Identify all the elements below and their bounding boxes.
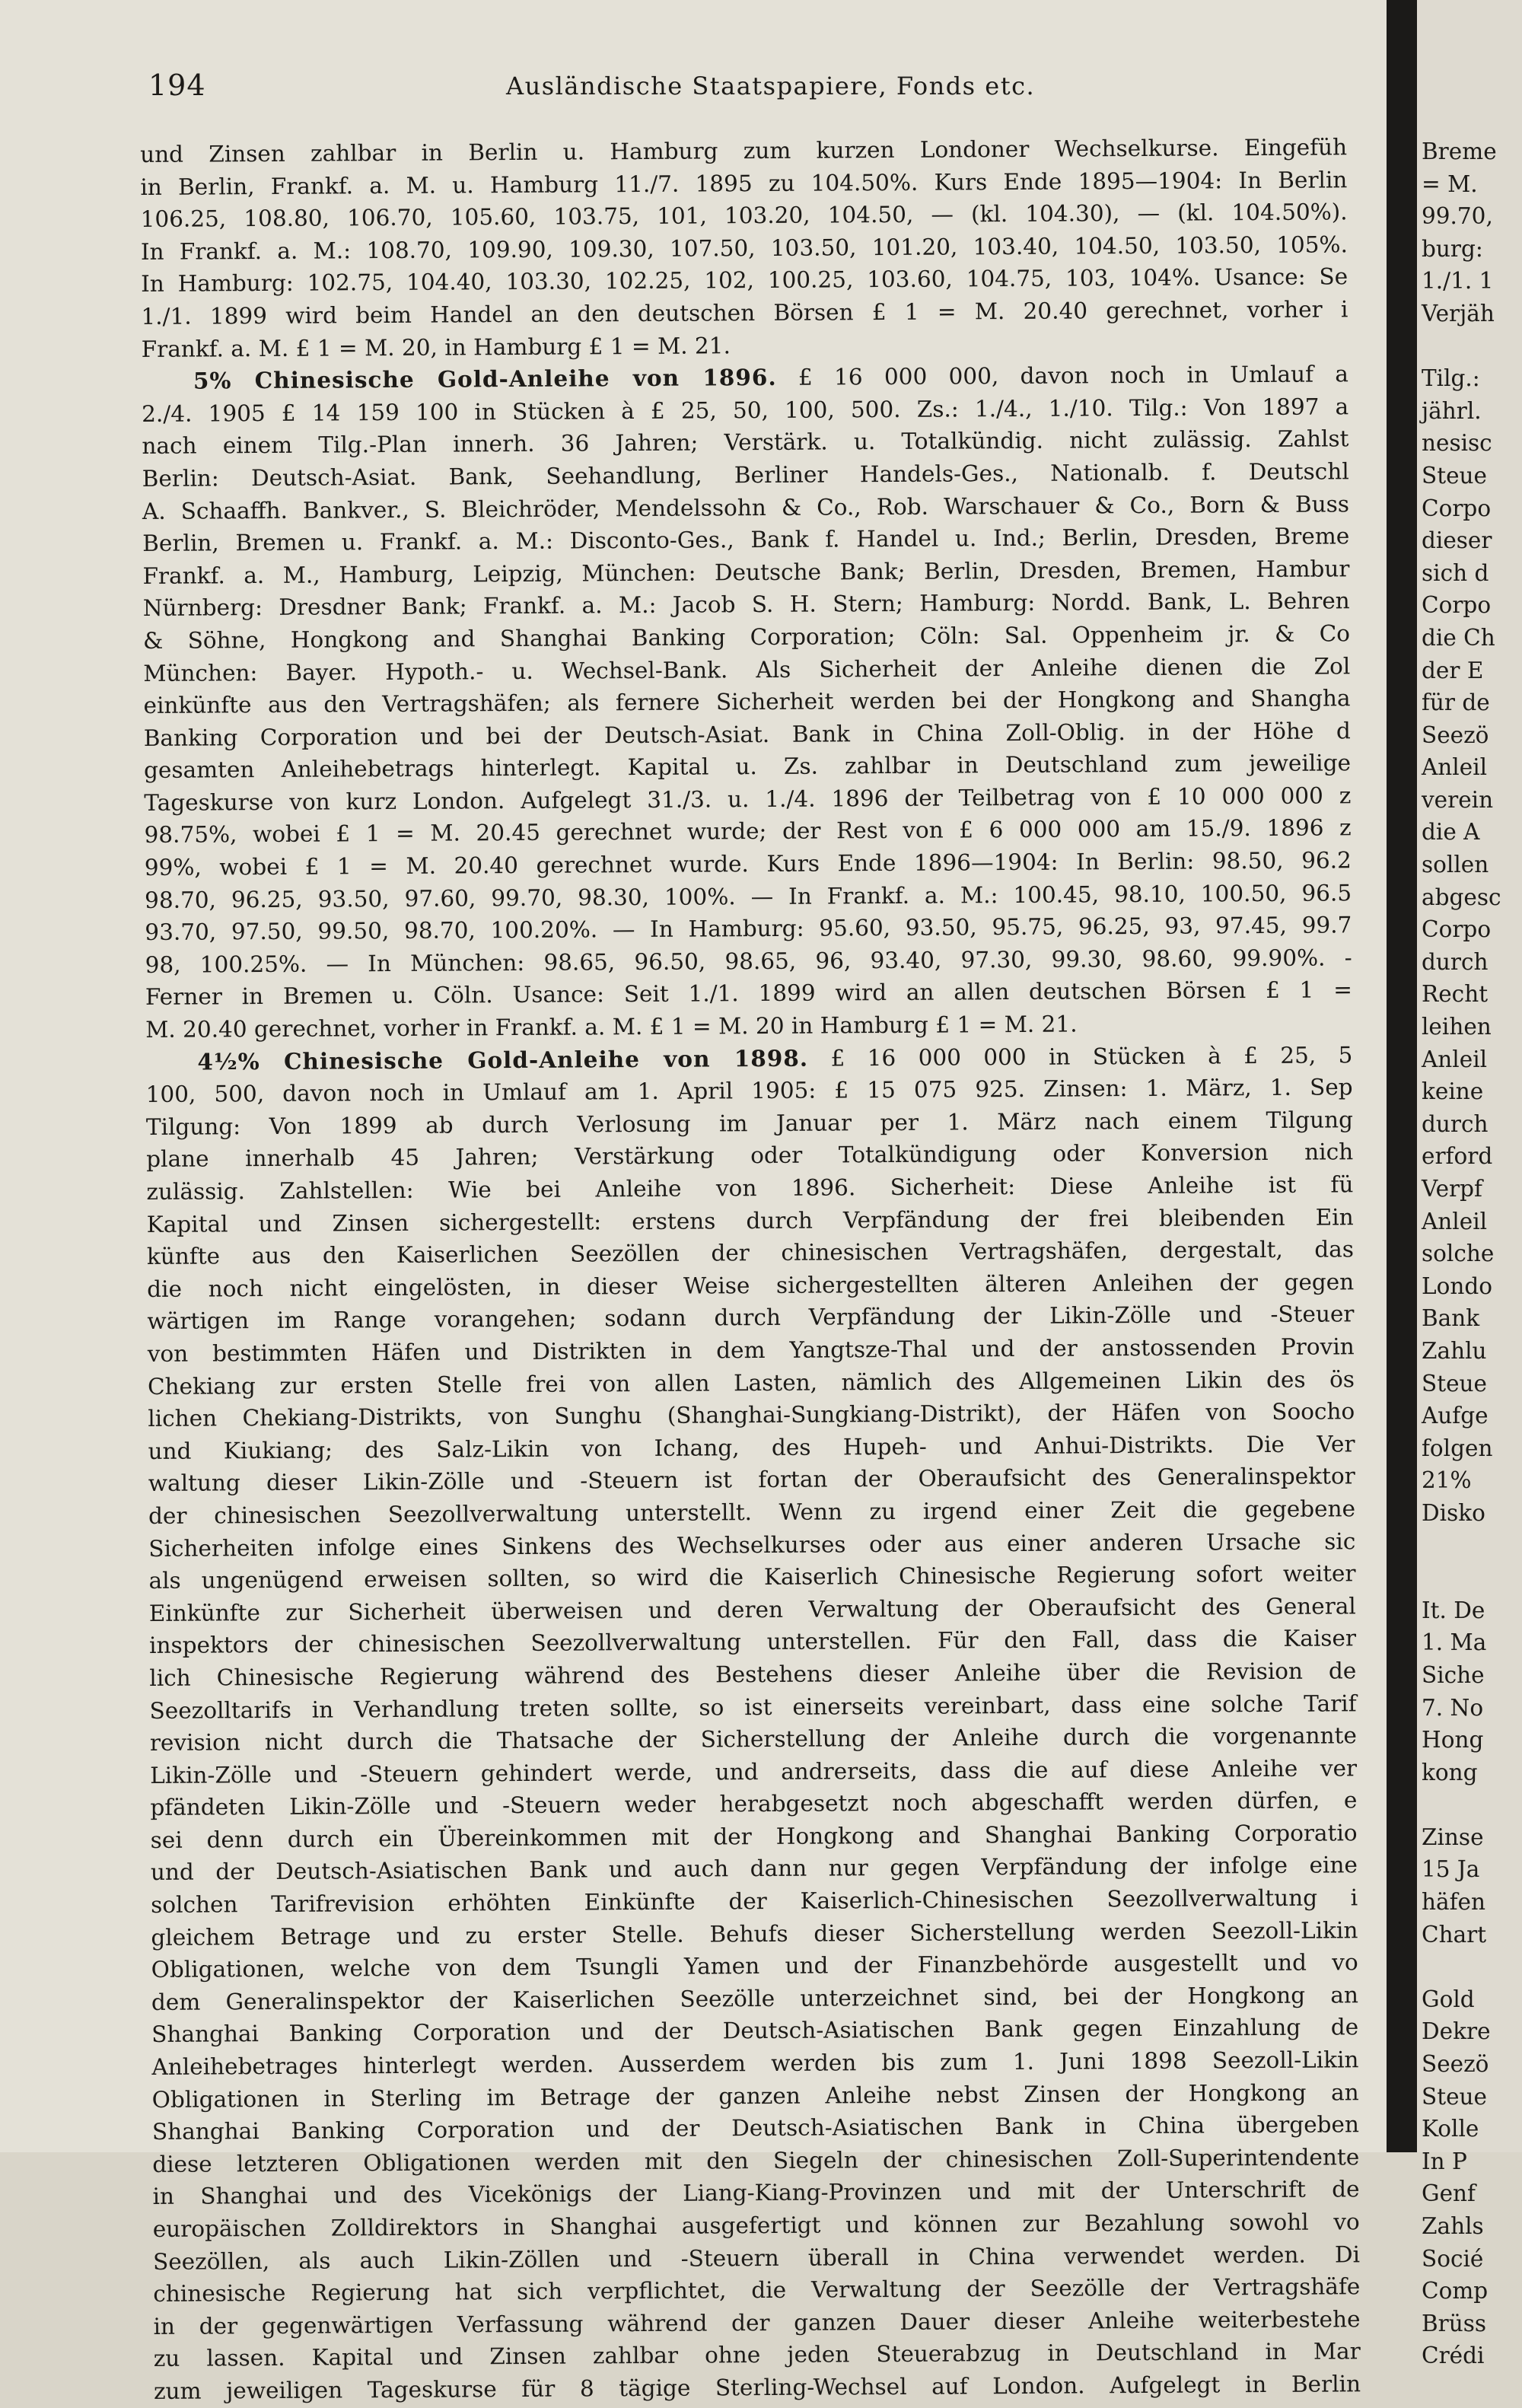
adjacent-text-fragment: Aufge [1422, 1403, 1489, 1429]
adjacent-text-fragment: Zahlu [1422, 1337, 1487, 1364]
text-line: Obligationen, welche von dem Tsungli Yamen und der Finanzbehörde ausgestellt und vo [151, 1949, 1358, 1983]
adjacent-text-fragment: leihen [1422, 1014, 1492, 1040]
text-line: Seezöllen, als auch Likin-Zöllen und -Steuern überall in China verwendet werden. Di [152, 2241, 1361, 2275]
adjacent-text-fragment: der E [1422, 657, 1484, 683]
adjacent-text-fragment: Comp [1422, 2278, 1489, 2304]
adjacent-text-fragment: Socié [1422, 2245, 1484, 2272]
adjacent-text-fragment: erford [1422, 1143, 1493, 1170]
text-line: in Berlin, Frankf. a. M. u. Hamburg 11./7. 1895 zu 104.50%. Kurs Ende 1895—1904: In Berlin [140, 166, 1348, 200]
text-line: Anleihebetrages hinterlegt werden. Ausserdem werden bis zum 1. Juni 1898 Seezoll-Likin [151, 2046, 1359, 2080]
text-line: Kapital und Zinsen sichergestellt: erstens durch Verpfändung der frei bleibenden Ein [146, 1203, 1354, 1237]
adjacent-text-fragment: Verpf [1422, 1176, 1482, 1202]
text-line: diese letzteren Obligationen werden mit den Siegeln der chinesischen Zoll-Superintendente [152, 2144, 1360, 2177]
text-line: Tageskurse von kurz London. Aufgelegt 31./3. u. 1./4. 1896 der Teilbetrag von £ 10 000 000 z [144, 782, 1352, 816]
text-line: 106.25, 108.80, 106.70, 105.60, 103.75, 101, 103.20, 104.50, — (kl. 104.30), — (kl. 104.50%). [140, 199, 1348, 233]
text-line: In Hamburg: 102.75, 104.40, 103.30, 102.25, 102, 100.25, 103.60, 104.75, 103, 104%. Usance: Se [141, 263, 1348, 298]
adjacent-text-fragment: Tilg.: [1422, 365, 1480, 392]
adjacent-text-fragment: verein [1422, 786, 1494, 813]
adjacent-text-fragment: 99.70, [1422, 203, 1493, 230]
text-line: wärtigen im Range vorangehen; sodann durch Verpfändung der Likin-Zölle und -Steuer [147, 1301, 1355, 1335]
text-line: zum jeweiligen Tageskurse für 8 tägige Sterling-Wechsel auf London. Aufgelegt in Berlin [153, 2371, 1361, 2404]
text-line: Berlin, Bremen u. Frankf. a. M.: Disconto-Ges., Bank f. Handel u. Ind.; Berlin, Dresden, Breme [142, 523, 1350, 557]
adjacent-text-fragment: Steue [1422, 1370, 1487, 1397]
text-line: europäischen Zolldirektors in Shanghai ausgefertigt und können zur Bezahlung sowohl vo [152, 2209, 1360, 2242]
adjacent-text-fragment: 21% [1422, 1467, 1472, 1494]
text-line: Shanghai Banking Corporation und der Deutsch-Asiatischen Bank gegen Einzahlung de [151, 2014, 1359, 2048]
adjacent-text-fragment: Kolle [1422, 2116, 1479, 2142]
adjacent-text-fragment: folgen [1422, 1435, 1493, 1461]
text-line: 98.75%, wobei £ 1 = M. 20.45 gerechnet wurde; der Rest von £ 6 000 000 am 15./9. 1896 z [144, 814, 1352, 849]
book-gutter [1387, 0, 1417, 2152]
adjacent-page-text [1422, 135, 1522, 2372]
adjacent-text-fragment: die A [1422, 819, 1480, 846]
text-line: Chekiang zur ersten Stelle frei von allen Lasten, nämlich des Allgemeinen Likin des ös [147, 1365, 1355, 1400]
text-line: 100, 500, davon noch in Umlauf am 1. April 1905: £ 15 075 925. Zinsen: 1. März, 1. Sep [145, 1074, 1353, 1108]
adjacent-text-fragment: Anleil [1422, 1208, 1488, 1234]
text-line: waltung dieser Likin-Zölle und -Steuern ist fortan der Oberaufsicht des Generalinspektor [148, 1463, 1355, 1497]
adjacent-text-fragment: Disko [1422, 1499, 1485, 1526]
text-line: pfändeten Likin-Zölle und -Steuern weder herabgesetzt noch abgeschafft werden dürfen, e [150, 1787, 1358, 1821]
text-line: chinesische Regierung hat sich verpflichtet, die Verwaltung der Seezölle der Vertragshäfe [153, 2273, 1361, 2308]
text-line: Tilgung: Von 1899 ab durch Verlosung im Januar per 1. März nach einem Tilgung [145, 1107, 1354, 1140]
adjacent-text-fragment: kong [1422, 1759, 1478, 1785]
section-heading: 5% Chinesische Gold-Anleihe von 1896. [193, 364, 777, 394]
text-line: revision nicht durch die Thatsache der Sicherstellung der Anleihe durch die vorgenannte [149, 1722, 1357, 1757]
text-line: Frankf. a. M. £ 1 = M. 20, in Hamburg £ 1 = M. 21. [141, 332, 731, 362]
adjacent-text-fragment: durch [1422, 948, 1489, 975]
text-line: 98, 100.25%. — In München: 98.65, 96.50, 98.65, 96, 93.40, 97.30, 99.30, 98.60, 99.90%. - [145, 944, 1352, 978]
adjacent-text-fragment: Genf [1422, 2180, 1476, 2207]
adjacent-text-fragment: keine [1422, 1078, 1484, 1105]
text-line: zu lassen. Kapital und Zinsen zahlbar ohne jeden Steuerabzug in Deutschland in Mar [153, 2338, 1361, 2372]
page-header [148, 68, 1351, 114]
adjacent-text-fragment: Crédi [1422, 2343, 1485, 2369]
adjacent-text-fragment: Zahls [1422, 2213, 1484, 2239]
text-line: und Zinsen zahlbar in Berlin u. Hamburg zum kurzen Londoner Wechselkurse. Eingefüh [140, 134, 1348, 167]
adjacent-text-fragment: 1. Ma [1422, 1629, 1487, 1656]
adjacent-text-fragment: Seezö [1422, 2051, 1489, 2078]
text-line: zulässig. Zahlstellen: Wie bei Anleihe von 1896. Sicherheit: Diese Anleihe ist fü [146, 1171, 1354, 1205]
adjacent-text-fragment: Seezö [1422, 721, 1489, 748]
page-number: 194 [148, 68, 206, 102]
adjacent-text-fragment [1422, 1530, 1522, 1562]
text-line: Likin-Zölle und -Steuern gehindert werde, und andrerseits, dass die auf diese Anleihe ver [150, 1754, 1358, 1788]
adjacent-text-fragment [1422, 1951, 1522, 1983]
adjacent-text-fragment: Hong [1422, 1727, 1484, 1753]
adjacent-text-fragment: Zinse [1422, 1824, 1484, 1850]
text-line: Frankf. a. M., Hamburg, Leipzig, München: Deutsche Bank; Berlin, Dresden, Bremen, Hambur [142, 556, 1350, 589]
text-line: lichen Chekiang-Distrikts, von Sunghu (Shanghai-Sungkiang-Distrikt), der Häfen von Soocho [148, 1398, 1355, 1432]
adjacent-text-fragment: für de [1422, 690, 1490, 716]
text-line: lich Chinesische Regierung während des Bestehens dieser Anleihe über die Revision de [149, 1658, 1357, 1691]
adjacent-text-fragment: Corpo [1422, 916, 1492, 943]
text-line: künfte aus den Kaiserlichen Seezöllen der chinesischen Vertragshäfen, dergestalt, das [146, 1236, 1355, 1270]
adjacent-text-fragment: nesisc [1422, 430, 1492, 457]
text-line: 2./4. 1905 £ 14 159 100 in Stücken à £ 25, 50, 100, 500. Zs.: 1./4., 1./10. Tilg.: Von 1897 a [142, 393, 1349, 427]
adjacent-text-fragment: Bank [1422, 1305, 1480, 1332]
adjacent-text-fragment: Steue [1422, 2083, 1487, 2110]
text-line: Einkünfte zur Sicherheit überweisen und deren Verwaltung der Oberaufsicht des General [148, 1592, 1356, 1626]
adjacent-text-fragment [1422, 330, 1522, 363]
text-line: von bestimmten Häfen und Distrikten in dem Yangtsze-Thal und der anstossenden Provin [147, 1333, 1355, 1367]
text-line: 5% Chinesische Gold-Anleihe von 1896. £ 16 000 000, davon noch in Umlauf a [193, 361, 1349, 394]
text-line: 98.70, 96.25, 93.50, 97.60, 99.70, 98.30, 100%. — In Frankf. a. M.: 100.45, 98.10, 100.50, 96.5 [145, 879, 1352, 913]
adjacent-text-fragment: Siche [1422, 1661, 1485, 1688]
text-line: 93.70, 97.50, 99.50, 98.70, 100.20%. — In Hamburg: 95.60, 93.50, 95.75, 96.25, 93, 97.45, 99.7 [145, 912, 1352, 946]
text-line: und der Deutsch-Asiatischen Bank und auch dann nur gegen Verpfändung der infolge eine [150, 1852, 1358, 1886]
text-line: 99%, wobei £ 1 = M. 20.40 gerechnet wurde. Kurs Ende 1896—1904: In Berlin: 98.50, 96.2 [144, 847, 1352, 881]
text-line: inspektors der chinesischen Seezollverwaltung unterstellen. Für den Fall, dass die Kaiser [148, 1625, 1357, 1659]
adjacent-text-fragment: solche [1422, 1241, 1495, 1267]
text-line: der chinesischen Seezollverwaltung unterstellt. Wenn zu irgend einer Zeit die gegebene [148, 1495, 1356, 1529]
adjacent-text-fragment: burg: [1422, 235, 1483, 262]
text-line: nach einem Tilg.-Plan innerh. 36 Jahren; Verstärk. u. Totalkündig. nicht zulässig. Zahlst [142, 425, 1349, 460]
adjacent-text-fragment: Corpo [1422, 495, 1492, 521]
adjacent-text-fragment: Anleil [1422, 754, 1488, 781]
text-line: 4½% Chinesische Gold-Anleihe von 1898. £ 16 000 000 in Stücken à £ 25, 5 [197, 1041, 1353, 1075]
adjacent-page-edge [1417, 0, 1522, 2369]
text-line: dem Generalinspektor der Kaiserlichen Seezölle unterzeichnet sind, bei der Hongkong an [151, 1982, 1359, 2015]
text-line: 1./1. 1899 wird beim Handel an den deutschen Börsen £ 1 = M. 20.40 gerechnet, vorher i [141, 296, 1348, 330]
adjacent-text-fragment: 7. No [1422, 1694, 1484, 1721]
adjacent-text-fragment: In P [1422, 2148, 1467, 2174]
adjacent-text-fragment: durch [1422, 1110, 1489, 1137]
text-line: die noch nicht eingelösten, in dieser Weise sichergestellten älteren Anleihen der gegen [147, 1269, 1355, 1302]
adjacent-text-fragment: sich d [1422, 559, 1489, 586]
text-line: Obligationen in Sterling im Betrage der ganzen Anleihe nebst Zinsen der Hongkong an [151, 2078, 1359, 2113]
text-line: Ferner in Bremen u. Cöln. Usance: Seit 1./1. 1899 wird an allen deutschen Börsen £ 1 = [145, 976, 1352, 1011]
text-line: München: Bayer. Hypoth.- u. Wechsel-Bank. Als Sicherheit der Anleihe dienen die Zol [143, 652, 1351, 686]
adjacent-text-fragment: Recht [1422, 981, 1489, 1008]
adjacent-text-fragment: = M. [1422, 170, 1478, 197]
text-line: in Shanghai und des Vicekönigs der Liang-Kiang-Provinzen und mit der Unterschrift de [152, 2176, 1360, 2210]
running-head: Ausländische Staatspapiere, Fonds etc. [506, 72, 1036, 100]
adjacent-text-fragment: jährl. [1422, 397, 1482, 424]
text-line: & Söhne, Hongkong and Shanghai Banking Corporation; Cöln: Sal. Oppenheim jr. & Co [142, 620, 1351, 654]
adjacent-text-fragment: Anleil [1422, 1046, 1488, 1072]
adjacent-text-fragment [1422, 1562, 1522, 1594]
text-line: Banking Corporation und bei der Deutsch-Asiat. Bank in China Zoll-Oblig. in der Höhe d [143, 717, 1351, 751]
text-line: plane innerhalb 45 Jahren; Verstärkung oder Totalkündigung oder Konversion nich [146, 1139, 1354, 1173]
adjacent-text-fragment: häfen [1422, 1889, 1485, 1916]
adjacent-text-fragment: 15 Ja [1422, 1856, 1480, 1883]
adjacent-text-fragment: Gold [1422, 1986, 1475, 2012]
adjacent-text-fragment: It. De [1422, 1597, 1485, 1623]
text-line: Shanghai Banking Corporation und der Deutsch-Asiatischen Bank in China übergeben [151, 2111, 1360, 2145]
text-line: Sicherheiten infolge eines Sinkens des Wechselkurses oder aus einer anderen Ursache sic [148, 1527, 1356, 1562]
adjacent-text-fragment: Londo [1422, 1272, 1492, 1299]
text-line: sei denn durch ein Übereinkommen mit der Hongkong and Shanghai Banking Corporatio [150, 1820, 1358, 1853]
text-line: Seezolltarifs in Verhandlung treten sollte, so ist einerseits vereinbart, dass eine solche Tarif [149, 1690, 1357, 1724]
text-line: solchen Tarifrevision erhöhten Einkünfte der Kaiserlich-Chinesischen Seezollverwaltung i [151, 1884, 1358, 1919]
text-line: In Frankf. a. M.: 108.70, 109.90, 109.30, 107.50, 103.50, 101.20, 103.40, 104.50, 103.50, 105%. [140, 231, 1348, 265]
body-text [140, 131, 1361, 2407]
adjacent-text-fragment: Chart [1422, 1921, 1487, 1948]
text-line: als ungenügend erweisen sollten, so wird die Kaiserlich Chinesische Regierung sofort weiter [148, 1560, 1356, 1594]
text-line: Berlin: Deutsch-Asiat. Bank, Seehandlung, Berliner Handels-Ges., Nationalb. f. Deutschl [142, 458, 1349, 492]
adjacent-text-fragment [1422, 1788, 1522, 1821]
text-line: einkünfte aus den Vertragshäfen; als fernere Sicherheit werden bei der Hongkong and Shangha [143, 685, 1351, 719]
text-line: M. 20.40 gerechnet, vorher in Frankf. a. M. £ 1 = M. 20 in Hamburg £ 1 = M. 21. [145, 1011, 1078, 1043]
text-line: in der gegenwärtigen Verfassung während der ganzen Dauer dieser Anleihe weiterbestehe [153, 2306, 1361, 2340]
adjacent-text-fragment: Steue [1422, 462, 1487, 489]
adjacent-text-fragment: 1./1. 1 [1422, 268, 1494, 295]
section-heading: 4½% Chinesische Gold-Anleihe von 1898. [197, 1044, 809, 1075]
adjacent-text-fragment: die Ch [1422, 624, 1495, 651]
adjacent-text-fragment: Corpo [1422, 592, 1492, 619]
text-line: Nürnberg: Dresdner Bank; Frankf. a. M.: Jacob S. H. Stern; Hamburg: Nordd. Bank, L. Behren [142, 588, 1350, 622]
adjacent-text-fragment: Verjäh [1422, 300, 1495, 326]
adjacent-text-fragment: dieser [1422, 527, 1492, 554]
adjacent-text-fragment: Breme [1422, 139, 1497, 164]
adjacent-text-fragment: abgesc [1422, 884, 1501, 910]
text-line: und Kiukiang; des Salz-Likin von Ichang, des Hupeh- und Anhui-Distrikts. Die Ver [148, 1431, 1355, 1464]
text-line: A. Schaaffh. Bankver., S. Bleichröder, Mendelssohn & Co., Rob. Warschauer & Co., Born & Buss [142, 490, 1350, 524]
text-line: gesamten Anleihebetrags hinterlegt. Kapital u. Zs. zahlbar in Deutschland zum jeweilige [143, 750, 1352, 784]
text-line: gleichem Betrage und zu erster Stelle. Behufs dieser Sicherstellung werden Seezoll-Likin [151, 1916, 1358, 1951]
adjacent-text-fragment: Brüss [1422, 2310, 1487, 2336]
adjacent-text-fragment: sollen [1422, 852, 1489, 878]
adjacent-text-fragment: Dekre [1422, 2018, 1491, 2045]
